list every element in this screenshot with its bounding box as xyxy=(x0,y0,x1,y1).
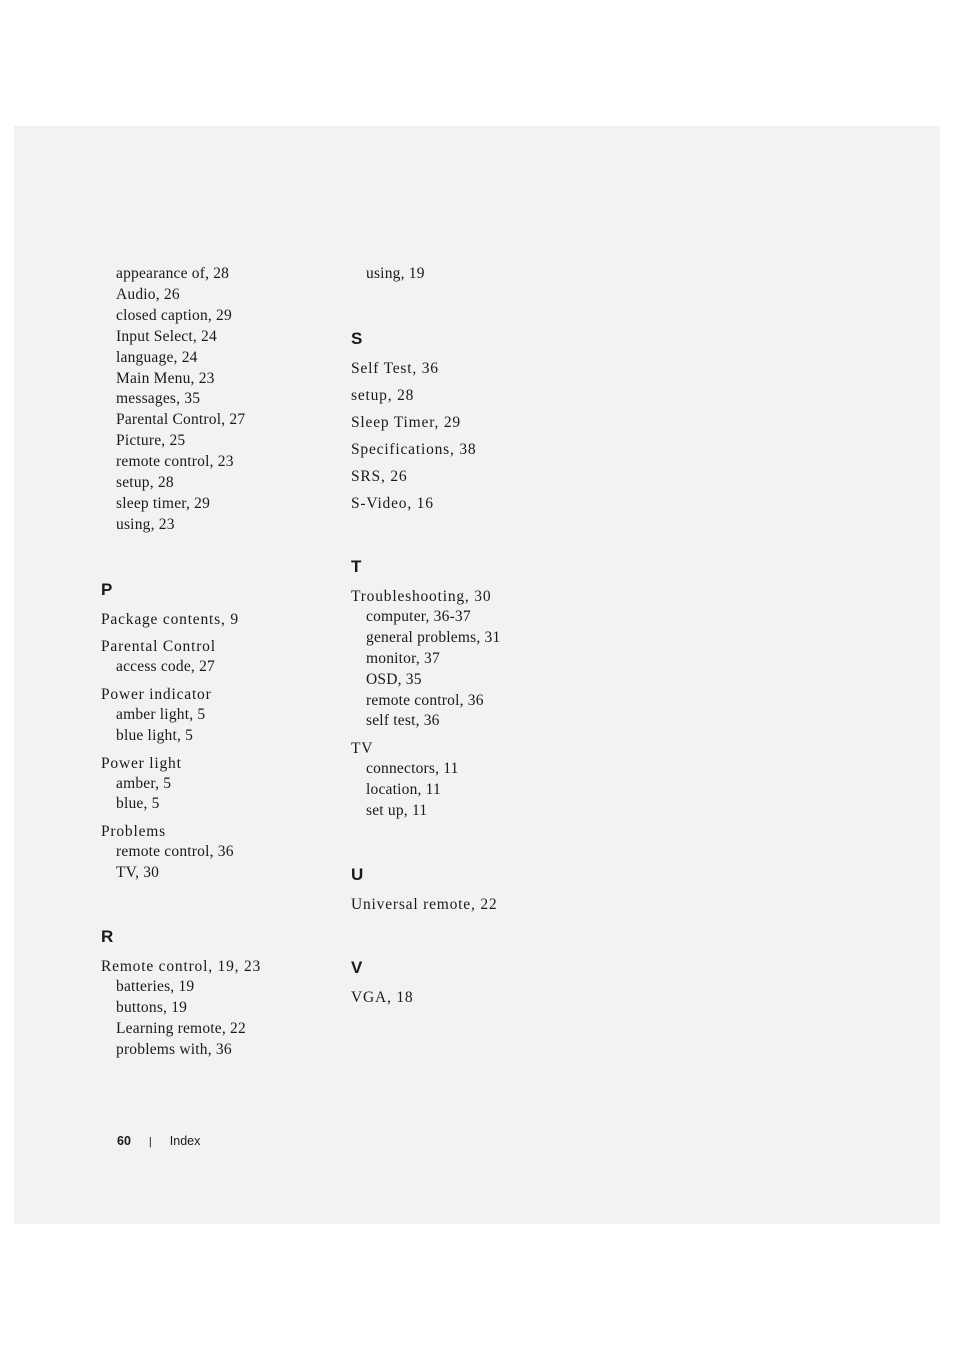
page-number: 60 xyxy=(117,1134,131,1148)
index-subentry: buttons, 19 xyxy=(116,999,188,1017)
index-subentry: access code, 27 xyxy=(116,657,215,675)
index-entry: Self Test, 36 xyxy=(351,359,439,377)
index-subentry: TV, 30 xyxy=(116,864,160,882)
index-subentry: sleep timer, 29 xyxy=(116,494,211,512)
index-subentry: Input Select, 24 xyxy=(116,327,217,345)
index-subentry: remote control, 36 xyxy=(116,843,234,861)
index-column-right xyxy=(351,264,591,1008)
index-entry: S-Video, 16 xyxy=(351,494,434,512)
index-subentry: amber, 5 xyxy=(116,774,172,792)
index-subentry: setup, 28 xyxy=(116,474,174,492)
index-entry: TV xyxy=(351,740,374,758)
index-subentry: monitor, 37 xyxy=(366,649,440,667)
index-entry: Power light xyxy=(101,754,182,772)
index-entry: Specifications, 38 xyxy=(351,440,477,458)
index-subentry: location, 11 xyxy=(366,781,442,799)
index-subentry: Audio, 26 xyxy=(116,285,180,303)
index-subentry: remote control, 23 xyxy=(116,453,234,471)
index-subentry: blue light, 5 xyxy=(116,726,194,744)
index-section-letter: V xyxy=(351,958,363,978)
index-subentry: language, 24 xyxy=(116,348,198,366)
index-subentry: appearance of, 28 xyxy=(116,265,230,282)
index-subentry: connectors, 11 xyxy=(366,760,459,778)
index-entry: Remote control, 19, 23 xyxy=(101,958,262,976)
index-entry: Package contents, 9 xyxy=(101,610,239,628)
index-subentry: computer, 36-37 xyxy=(366,607,471,625)
index-subentry: Picture, 25 xyxy=(116,432,186,450)
index-subentry: set up, 11 xyxy=(366,802,428,820)
index-subentry: batteries, 19 xyxy=(116,978,195,996)
index-entry: Universal remote, 22 xyxy=(351,896,498,914)
index-subentry: using, 19 xyxy=(366,265,425,282)
index-entry: Parental Control xyxy=(101,637,216,655)
page-footer xyxy=(117,1132,200,1151)
index-section-letter: U xyxy=(351,865,364,885)
index-subentry: messages, 35 xyxy=(116,390,201,408)
index-subentry: using, 23 xyxy=(116,515,175,533)
index-subentry: amber light, 5 xyxy=(116,705,206,723)
index-subentry: Main Menu, 23 xyxy=(116,369,215,387)
footer-section-name: Index xyxy=(169,1134,201,1148)
index-subentry: Parental Control, 27 xyxy=(116,411,246,429)
index-entry: Power indicator xyxy=(101,685,212,703)
index-section-letter: P xyxy=(101,579,113,599)
index-subentry: remote control, 36 xyxy=(366,691,484,709)
index-subentry: closed caption, 29 xyxy=(116,306,232,324)
index-entry: VGA, 18 xyxy=(351,989,414,1007)
index-column-left xyxy=(101,264,341,1061)
index-entry: setup, 28 xyxy=(351,386,415,404)
index-entry: Troubleshooting, 30 xyxy=(351,587,492,605)
index-section-letter: S xyxy=(351,328,363,348)
index-subentry: OSD, 35 xyxy=(366,670,422,688)
index-entry: Problems xyxy=(101,823,166,841)
index-subentry: general problems, 31 xyxy=(366,628,501,646)
index-subentry: self test, 36 xyxy=(366,712,440,730)
footer-separator: | xyxy=(148,1136,152,1148)
index-subentry: blue, 5 xyxy=(116,795,160,813)
index-subentry: Learning remote, 22 xyxy=(116,1019,246,1037)
index-section-letter: R xyxy=(101,927,114,947)
index-entry: SRS, 26 xyxy=(351,467,408,485)
index-section-letter: T xyxy=(351,556,362,576)
index-entry: Sleep Timer, 29 xyxy=(351,413,461,431)
index-subentry: problems with, 36 xyxy=(116,1040,232,1058)
